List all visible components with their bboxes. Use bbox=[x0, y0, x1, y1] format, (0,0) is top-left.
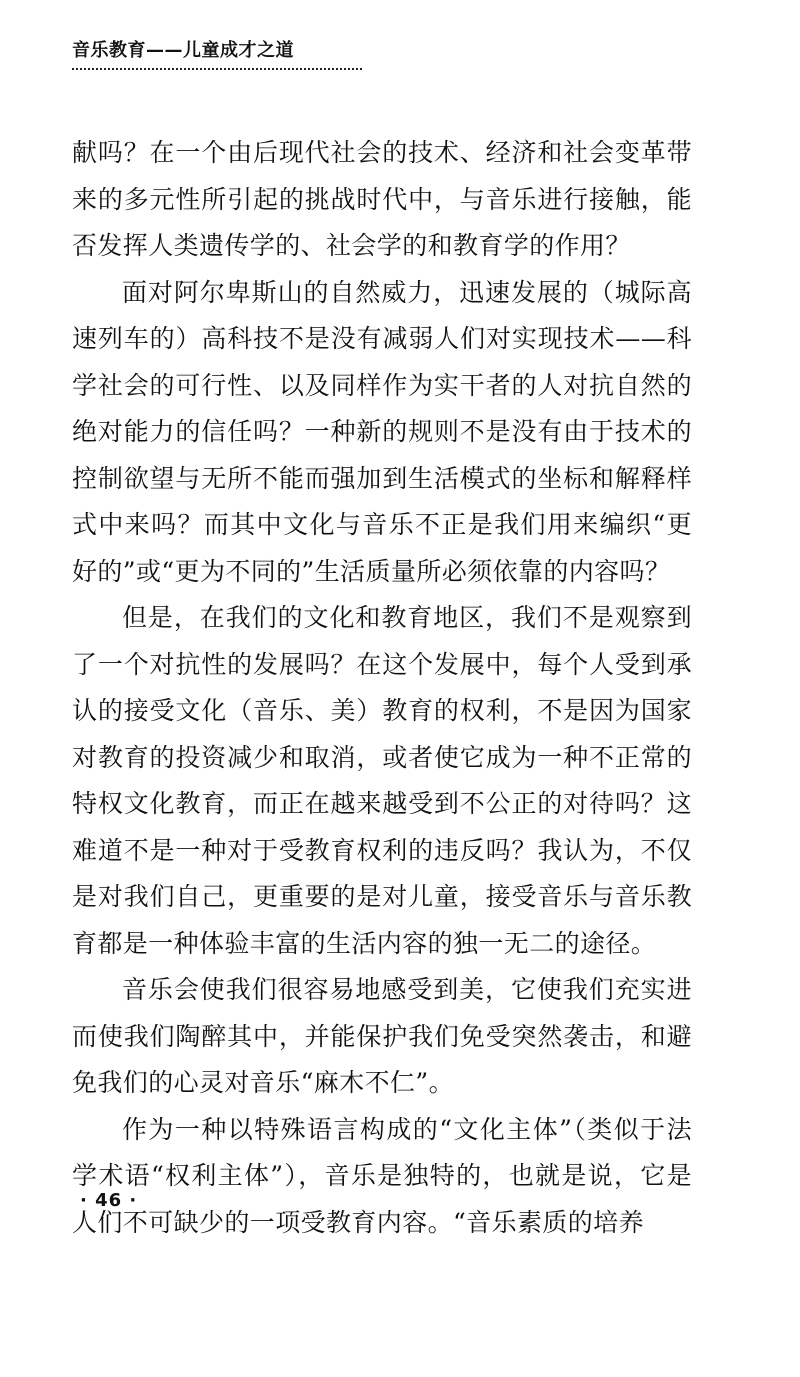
body-text bbox=[72, 130, 692, 1246]
paragraph: 但是，在我们的文化和教育地区，我们不是观察到了一个对抗性的发展吗？在这个发展中，每个人受到承认的接受文化（音乐、美）教育的权利，不是因为国家对教育的投资减少和取消，或者使它成为一种不正常的特权文化教育，而正在越来越受到不公正的对待吗？这难道不是一种对于受教育权利的违反吗？我认为，不仅是对我们自己，更重要的是对儿童，接受音乐与音乐教育都是一种体验丰富的生活内容的独一无二的途径。 bbox=[72, 603, 692, 958]
paragraph: 音乐会使我们很容易地感受到美，它使我们充实进而使我们陶醉其中，并能保护我们免受突然袭击，和避免我们的心灵对音乐“麻木不仁”。 bbox=[72, 975, 692, 1097]
page-number: · 46 · bbox=[80, 1190, 138, 1211]
running-header: 音乐教育——儿童成才之道 bbox=[72, 38, 362, 70]
paragraph: 面对阿尔卑斯山的自然威力，迅速发展的（城际高速列车的）高科技不是没有减弱人们对实现技术——科学社会的可行性、以及同样作为实干者的人对抗自然的绝对能力的信任吗？一种新的规则不是没有由于技术的控制欲望与无所不能而强加到生活模式的坐标和解释样式中来吗？而其中文化与音乐不正是我们用来编织“更好的”或“更为不同的”生活质量所必须依靠的内容吗？ bbox=[72, 277, 692, 586]
paragraph-continued: 献吗？在一个由后现代社会的技术、经济和社会变革带来的多元性所引起的挑战时代中，与音乐进行接触，能否发挥人类遗传学的、社会学的和教育学的作用？ bbox=[72, 138, 692, 260]
paragraph: 作为一种以特殊语言构成的“文化主体”（类似于法学术语“权利主体”），音乐是独特的，也就是说，它是人们不可缺少的一项受教育内容。“音乐素质的培养 bbox=[72, 1114, 692, 1237]
